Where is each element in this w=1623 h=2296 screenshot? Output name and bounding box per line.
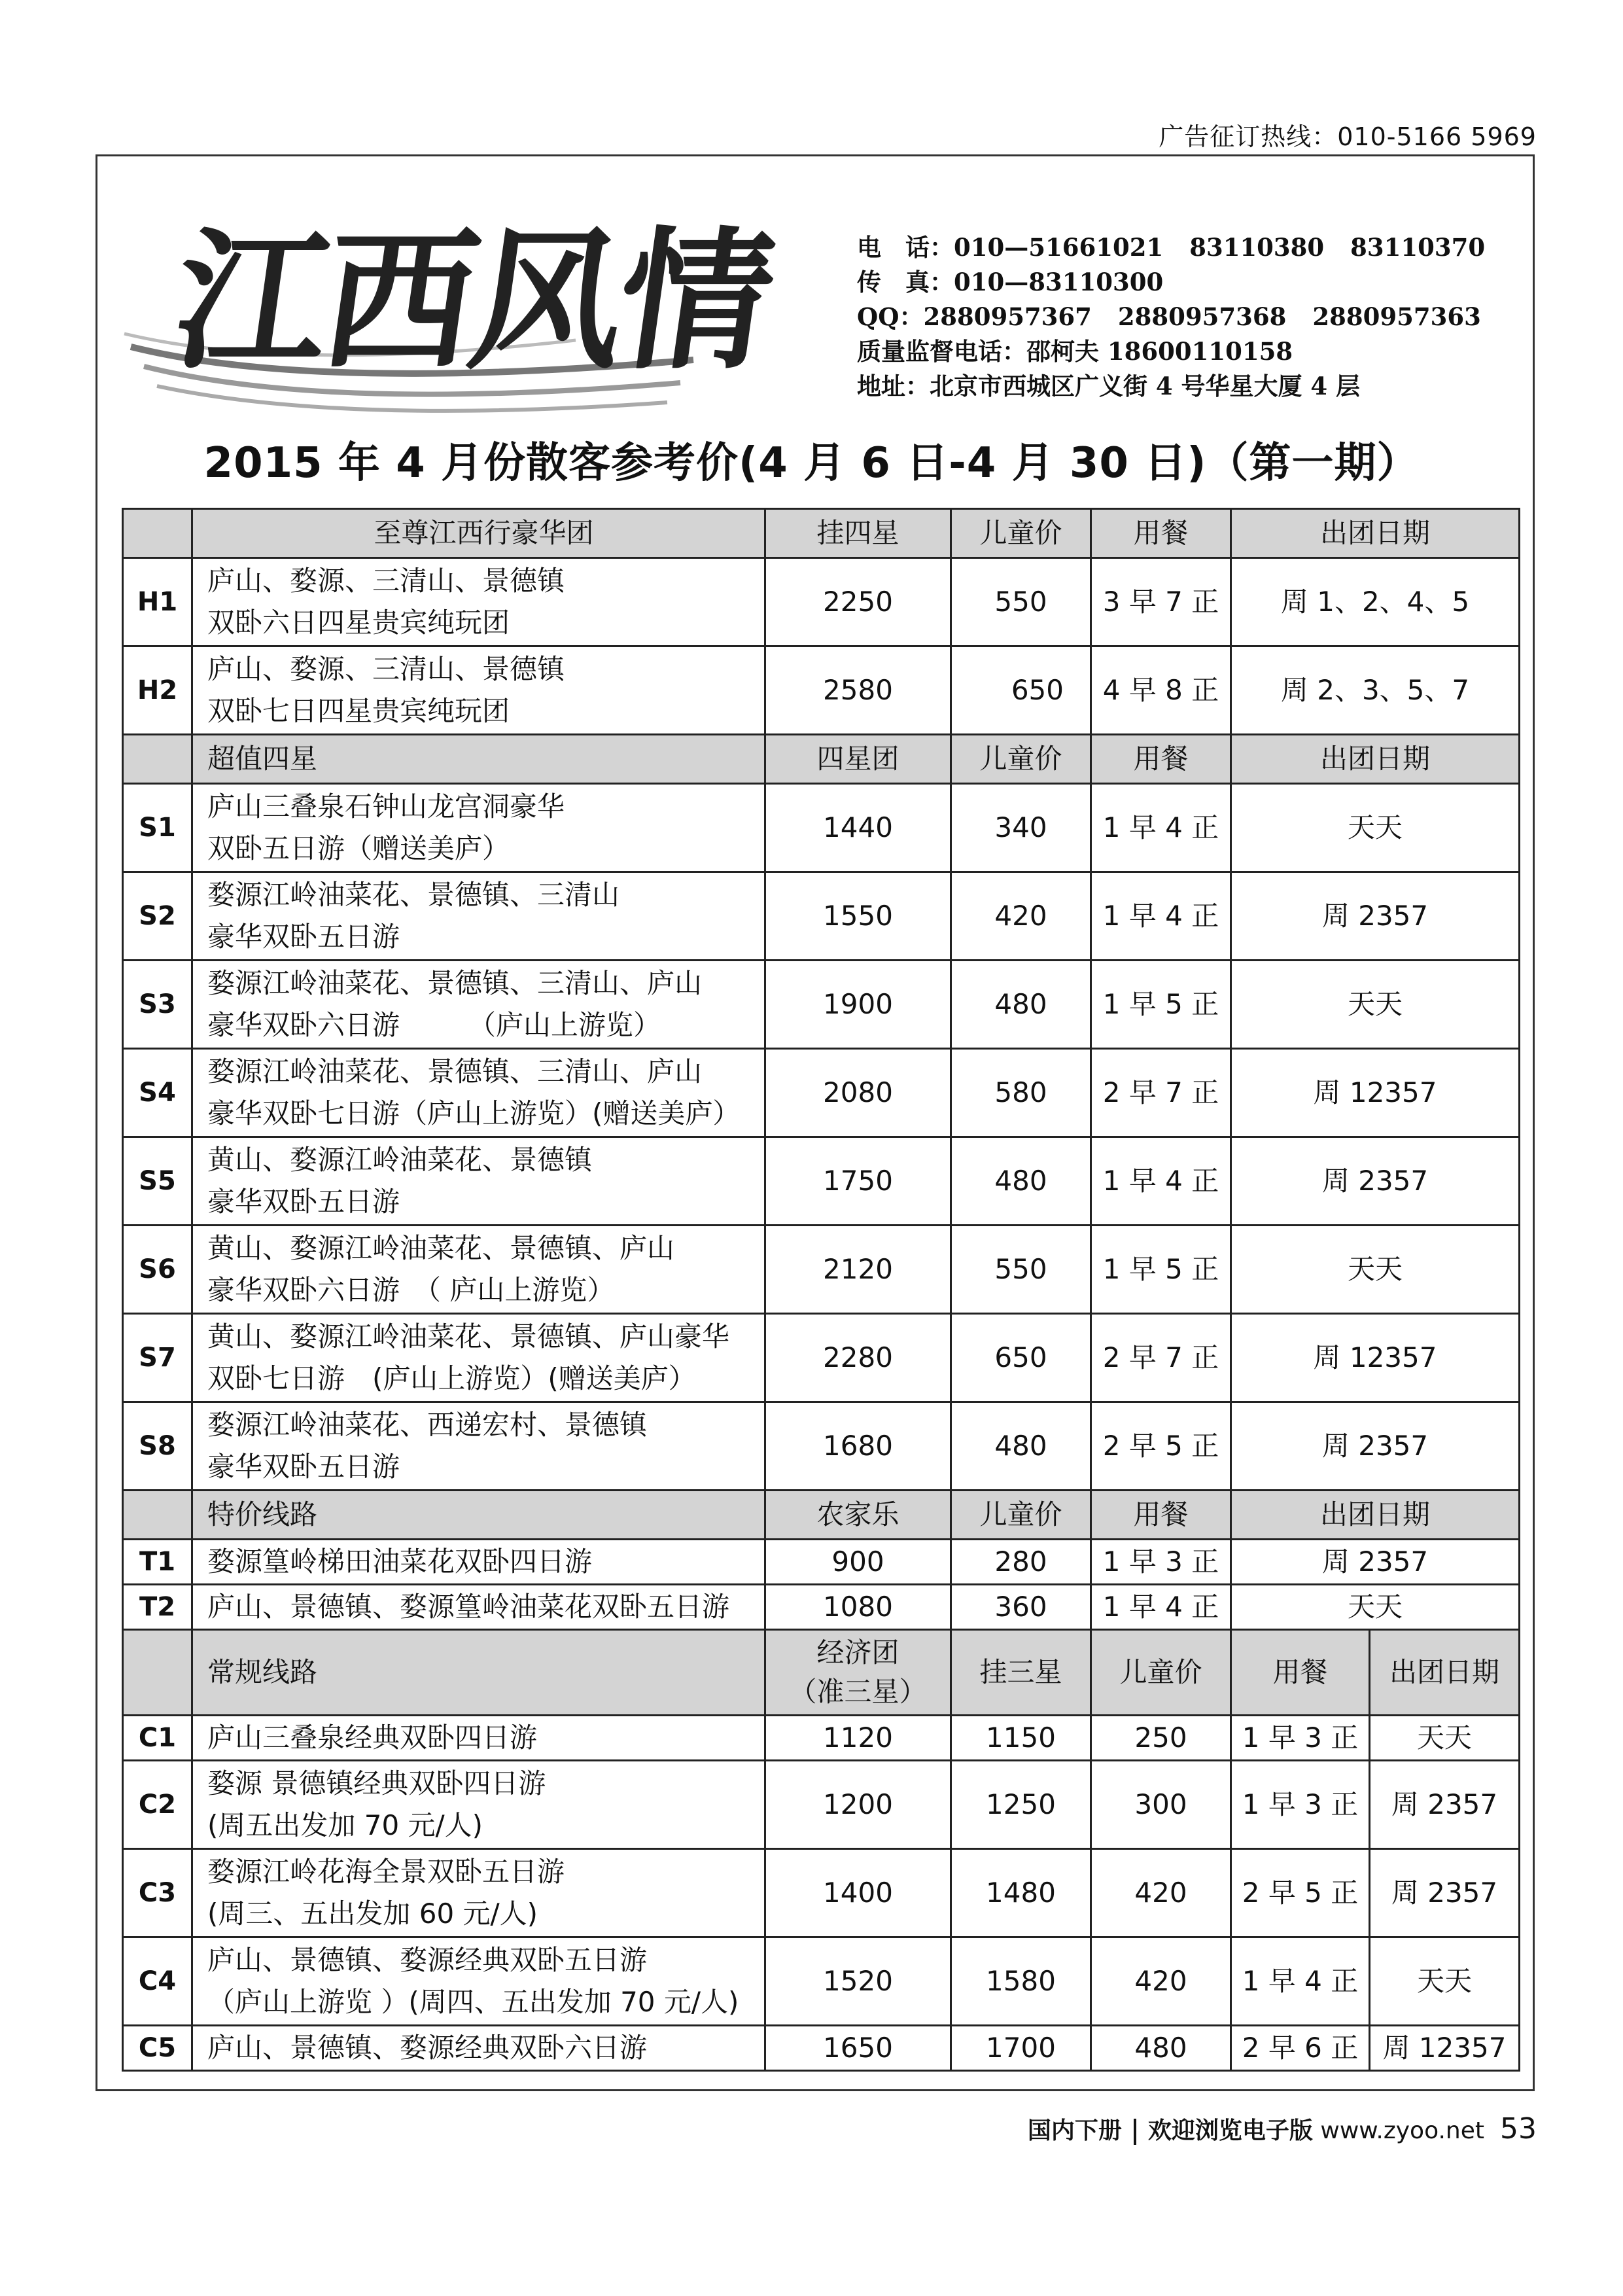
price: 900 bbox=[765, 1540, 951, 1585]
table-row bbox=[123, 961, 1520, 1049]
departure-dates: 周 2357 bbox=[1370, 1761, 1520, 1849]
meals: 1 早 4 正 bbox=[1231, 1937, 1370, 2026]
price: 2120 bbox=[765, 1226, 951, 1314]
page-title: 2015 年 4 月份散客参考价(4 月 6 日-4 月 30 日)（第一期） bbox=[203, 439, 1420, 487]
child-price: 480 bbox=[951, 961, 1091, 1049]
table-row bbox=[123, 1314, 1520, 1402]
meals: 1 早 3 正 bbox=[1231, 1761, 1370, 1849]
meals: 1 早 5 正 bbox=[1091, 1226, 1231, 1314]
child-price: 480 bbox=[951, 1137, 1091, 1226]
child-price: 280 bbox=[951, 1540, 1091, 1585]
child-price: 300 bbox=[1091, 1761, 1231, 1849]
header-meals: 用餐 bbox=[1091, 1491, 1231, 1540]
price: 2250 bbox=[765, 558, 951, 646]
three-star-price: 1580 bbox=[951, 1937, 1091, 2026]
table-row bbox=[123, 558, 1520, 646]
contact-block bbox=[857, 230, 1485, 404]
child-price: 480 bbox=[1091, 2026, 1231, 2071]
header-meals: 用餐 bbox=[1231, 1630, 1370, 1716]
price: 2280 bbox=[765, 1314, 951, 1402]
meals: 1 早 4 正 bbox=[1091, 1137, 1231, 1226]
route-code: S5 bbox=[123, 1137, 192, 1226]
contact-qq-row bbox=[857, 300, 1485, 334]
child-price: 550 bbox=[951, 558, 1091, 646]
header-dates: 出团日期 bbox=[1231, 735, 1520, 784]
meals: 1 早 4 正 bbox=[1091, 872, 1231, 961]
meals: 2 早 7 正 bbox=[1091, 1314, 1231, 1402]
route-line-1: 婺源江岭油菜花、景德镇、三清山 bbox=[207, 879, 620, 911]
footer-welcome: 欢迎浏览电子版 bbox=[1147, 2117, 1313, 2144]
route-line-1: 婺源江岭油菜花、西递宏村、景德镇 bbox=[207, 1409, 648, 1441]
route-code: S1 bbox=[123, 784, 192, 872]
departure-dates: 天天 bbox=[1370, 1716, 1520, 1761]
route-code: S3 bbox=[123, 961, 192, 1049]
meals: 1 早 4 正 bbox=[1091, 1585, 1231, 1630]
route-line-2: (周五出发加 70 元/人) bbox=[207, 1809, 483, 1841]
route-line-1: 黄山、婺源江岭油菜花、景德镇 bbox=[207, 1144, 593, 1176]
footer-section: 国内下册 bbox=[1027, 2117, 1122, 2144]
economy-price: 1520 bbox=[765, 1937, 951, 2026]
child-price: 420 bbox=[951, 872, 1091, 961]
header-meals: 用餐 bbox=[1091, 735, 1231, 784]
phone-1: 010—51661021 bbox=[954, 233, 1164, 262]
header-route: 至尊江西行豪华团 bbox=[192, 509, 765, 558]
departure-dates: 周 12357 bbox=[1231, 1049, 1520, 1137]
route-code: C5 bbox=[123, 2026, 192, 2071]
departure-dates: 周 2357 bbox=[1231, 1402, 1520, 1491]
route-line-2: 双卧六日四星贵宾纯玩团 bbox=[207, 607, 510, 639]
header-route: 超值四星 bbox=[192, 735, 765, 784]
meals: 2 早 6 正 bbox=[1231, 2026, 1370, 2071]
quality-contact: 邵柯夫 18600110158 bbox=[1026, 337, 1293, 366]
departure-dates: 天天 bbox=[1231, 961, 1520, 1049]
qq-label: QQ： bbox=[857, 302, 924, 331]
price: 1900 bbox=[765, 961, 951, 1049]
phone-2: 83110380 bbox=[1189, 233, 1325, 262]
route-code: C2 bbox=[123, 1761, 192, 1849]
header-child: 儿童价 bbox=[951, 1491, 1091, 1540]
three-star-price: 1250 bbox=[951, 1761, 1091, 1849]
route-line-1: 婺源 景德镇经典双卧四日游 bbox=[207, 1767, 546, 1799]
address: 北京市西城区广义街 4 号华星大厦 4 层 bbox=[930, 372, 1361, 400]
header-dates: 出团日期 bbox=[1231, 509, 1520, 558]
meals: 3 早 7 正 bbox=[1091, 558, 1231, 646]
child-price: 580 bbox=[951, 1049, 1091, 1137]
route-name bbox=[192, 1226, 765, 1314]
child-price: 480 bbox=[951, 1402, 1091, 1491]
three-star-price: 1700 bbox=[951, 2026, 1091, 2071]
route-line-2: 豪华双卧七日游（庐山上游览）(赠送美庐） bbox=[207, 1097, 741, 1129]
route-line-1: 黄山、婺源江岭油菜花、景德镇、庐山豪华 bbox=[207, 1320, 730, 1352]
route-code: S8 bbox=[123, 1402, 192, 1491]
header-economy bbox=[765, 1630, 951, 1716]
table-row bbox=[123, 1540, 1520, 1585]
meals: 2 早 5 正 bbox=[1091, 1402, 1231, 1491]
header-economy-line-1: 经济团 bbox=[816, 1636, 899, 1669]
section-header-regular bbox=[123, 1630, 1520, 1716]
table-row bbox=[123, 1849, 1520, 1937]
table-row bbox=[123, 1937, 1520, 2026]
route-name: 庐山三叠泉经典双卧四日游 bbox=[192, 1716, 765, 1761]
departure-dates: 周 1、2、4、5 bbox=[1231, 558, 1520, 646]
route-line-2: 豪华双卧六日游 （ 庐山上游览） bbox=[207, 1274, 615, 1306]
economy-price: 1400 bbox=[765, 1849, 951, 1937]
fax-number: 010—83110300 bbox=[954, 268, 1164, 296]
header-meals: 用餐 bbox=[1091, 509, 1231, 558]
route-name: 庐山、景德镇、婺源篁岭油菜花双卧五日游 bbox=[192, 1585, 765, 1630]
route-line-1: 婺源江岭花海全景双卧五日游 bbox=[207, 1856, 565, 1888]
route-code: C4 bbox=[123, 1937, 192, 2026]
qq-2: 2880957368 bbox=[1117, 302, 1287, 331]
three-star-price: 1150 bbox=[951, 1716, 1091, 1761]
section-header-luxury bbox=[123, 509, 1520, 558]
address-label: 地址： bbox=[857, 372, 930, 400]
child-price: 650 bbox=[951, 646, 1091, 735]
route-line-2: 双卧七日四星贵宾纯玩团 bbox=[207, 695, 510, 727]
phone-label: 电 话： bbox=[857, 233, 954, 262]
table-row bbox=[123, 1761, 1520, 1849]
route-code: C3 bbox=[123, 1849, 192, 1937]
route-line-2: 豪华双卧六日游 （庐山上游览） bbox=[207, 1009, 661, 1041]
route-code: C1 bbox=[123, 1716, 192, 1761]
child-price: 360 bbox=[951, 1585, 1091, 1630]
route-line-2: （庐山上游览 ）(周四、五出发加 70 元/人) bbox=[207, 1986, 739, 2018]
table-row bbox=[123, 1402, 1520, 1491]
header-code-cell bbox=[123, 509, 192, 558]
route-name bbox=[192, 1049, 765, 1137]
section-header-special bbox=[123, 1491, 1520, 1540]
page-number: 53 bbox=[1500, 2112, 1537, 2146]
header-dates: 出团日期 bbox=[1231, 1491, 1520, 1540]
route-name bbox=[192, 961, 765, 1049]
route-line-2: (周三、五出发加 60 元/人) bbox=[207, 1898, 538, 1930]
header-price: 四星团 bbox=[765, 735, 951, 784]
child-price: 420 bbox=[1091, 1849, 1231, 1937]
route-line-1: 黄山、婺源江岭油菜花、景德镇、庐山 bbox=[207, 1232, 675, 1264]
departure-dates: 周 2357 bbox=[1231, 1540, 1520, 1585]
departure-dates: 周 2357 bbox=[1370, 1849, 1520, 1937]
route-name bbox=[192, 1849, 765, 1937]
qq-3: 2880957363 bbox=[1312, 302, 1481, 331]
departure-dates: 天天 bbox=[1231, 1226, 1520, 1314]
table-row bbox=[123, 784, 1520, 872]
route-name bbox=[192, 1937, 765, 2026]
table-row bbox=[123, 1585, 1520, 1630]
economy-price: 1650 bbox=[765, 2026, 951, 2071]
logo-text: 江西风情 bbox=[164, 211, 781, 390]
header-child: 儿童价 bbox=[1091, 1630, 1231, 1716]
departure-dates: 周 2357 bbox=[1231, 1137, 1520, 1226]
table-row bbox=[123, 1226, 1520, 1314]
route-code: S6 bbox=[123, 1226, 192, 1314]
child-price: 650 bbox=[951, 1314, 1091, 1402]
header-code-cell bbox=[123, 735, 192, 784]
header-three-star: 挂三星 bbox=[951, 1630, 1091, 1716]
route-name bbox=[192, 646, 765, 735]
header-price: 农家乐 bbox=[765, 1491, 951, 1540]
meals: 1 早 3 正 bbox=[1231, 1716, 1370, 1761]
contact-quality-row bbox=[857, 334, 1485, 369]
table-row bbox=[123, 2026, 1520, 2071]
departure-dates: 周 2357 bbox=[1231, 872, 1520, 961]
table-row bbox=[123, 1716, 1520, 1761]
qq-1: 2880957367 bbox=[923, 302, 1092, 331]
footer-separator bbox=[1134, 2119, 1136, 2145]
contact-address-row bbox=[857, 369, 1485, 404]
economy-price: 1120 bbox=[765, 1716, 951, 1761]
header-dates: 出团日期 bbox=[1370, 1630, 1520, 1716]
header-child: 儿童价 bbox=[951, 509, 1091, 558]
route-code: T1 bbox=[123, 1540, 192, 1585]
table-row bbox=[123, 1137, 1520, 1226]
route-code: H2 bbox=[123, 646, 192, 735]
header-route: 常规线路 bbox=[192, 1630, 765, 1716]
route-line-1: 庐山、婺源、三清山、景德镇 bbox=[207, 653, 565, 685]
route-line-2: 豪华双卧五日游 bbox=[207, 1451, 400, 1483]
meals: 1 早 4 正 bbox=[1091, 784, 1231, 872]
price: 2080 bbox=[765, 1049, 951, 1137]
route-line-1: 庐山、景德镇、婺源经典双卧五日游 bbox=[207, 1944, 648, 1976]
meals: 1 早 5 正 bbox=[1091, 961, 1231, 1049]
route-name bbox=[192, 872, 765, 961]
route-line-2: 双卧七日游 (庐山上游览）(赠送美庐） bbox=[207, 1362, 696, 1394]
route-line-2: 双卧五日游（赠送美庐） bbox=[207, 832, 510, 864]
route-code: S4 bbox=[123, 1049, 192, 1137]
header-price: 挂四星 bbox=[765, 509, 951, 558]
three-star-price: 1480 bbox=[951, 1849, 1091, 1937]
price: 1680 bbox=[765, 1402, 951, 1491]
contact-phone-row bbox=[857, 230, 1485, 265]
section-header-value bbox=[123, 735, 1520, 784]
route-line-1: 庐山、婺源、三清山、景德镇 bbox=[207, 565, 565, 597]
route-name bbox=[192, 558, 765, 646]
route-code: T2 bbox=[123, 1585, 192, 1630]
table-row bbox=[123, 1049, 1520, 1137]
ad-hotline: 广告征订热线：010-5166 5969 bbox=[1159, 122, 1537, 151]
route-code: S2 bbox=[123, 872, 192, 961]
header-route: 特价线路 bbox=[192, 1491, 765, 1540]
logo bbox=[164, 196, 781, 419]
meals: 4 早 8 正 bbox=[1091, 646, 1231, 735]
header-code-cell bbox=[123, 1630, 192, 1716]
header-economy-line-2: （准三星） bbox=[789, 1676, 927, 1708]
page-footer bbox=[1028, 2112, 1537, 2146]
meals: 2 早 7 正 bbox=[1091, 1049, 1231, 1137]
route-code: H1 bbox=[123, 558, 192, 646]
price: 2580 bbox=[765, 646, 951, 735]
route-name: 庐山、景德镇、婺源经典双卧六日游 bbox=[192, 2026, 765, 2071]
route-name bbox=[192, 1402, 765, 1491]
child-price: 420 bbox=[1091, 1937, 1231, 2026]
departure-dates: 周 2、3、5、7 bbox=[1231, 646, 1520, 735]
quality-label: 质量监督电话： bbox=[857, 337, 1026, 366]
meals: 1 早 3 正 bbox=[1091, 1540, 1231, 1585]
route-line-2: 豪华双卧五日游 bbox=[207, 921, 400, 953]
route-name bbox=[192, 1137, 765, 1226]
departure-dates: 天天 bbox=[1231, 1585, 1520, 1630]
route-code: S7 bbox=[123, 1314, 192, 1402]
price-table bbox=[122, 508, 1520, 2072]
contact-fax-row bbox=[857, 265, 1485, 300]
meals: 2 早 5 正 bbox=[1231, 1849, 1370, 1937]
price: 1440 bbox=[765, 784, 951, 872]
economy-price: 1200 bbox=[765, 1761, 951, 1849]
header-child: 儿童价 bbox=[951, 735, 1091, 784]
header-code-cell bbox=[123, 1491, 192, 1540]
table-row bbox=[123, 646, 1520, 735]
child-price: 250 bbox=[1091, 1716, 1231, 1761]
table-row bbox=[123, 872, 1520, 961]
price: 1750 bbox=[765, 1137, 951, 1226]
route-name bbox=[192, 1761, 765, 1849]
phone-3: 83110370 bbox=[1350, 233, 1486, 262]
route-line-1: 婺源江岭油菜花、景德镇、三清山、庐山 bbox=[207, 1055, 703, 1087]
child-price: 550 bbox=[951, 1226, 1091, 1314]
price: 1080 bbox=[765, 1585, 951, 1630]
departure-dates: 周 12357 bbox=[1231, 1314, 1520, 1402]
route-name: 婺源篁岭梯田油菜花双卧四日游 bbox=[192, 1540, 765, 1585]
route-line-1: 庐山三叠泉石钟山龙宫洞豪华 bbox=[207, 790, 565, 822]
departure-dates: 周 12357 bbox=[1370, 2026, 1520, 2071]
departure-dates: 天天 bbox=[1370, 1937, 1520, 2026]
price: 1550 bbox=[765, 872, 951, 961]
route-name bbox=[192, 1314, 765, 1402]
footer-url-link[interactable]: www.zyoo.net bbox=[1320, 2117, 1484, 2144]
route-line-1: 婺源江岭油菜花、景德镇、三清山、庐山 bbox=[207, 967, 703, 999]
route-name bbox=[192, 784, 765, 872]
departure-dates: 天天 bbox=[1231, 784, 1520, 872]
route-line-2: 豪华双卧五日游 bbox=[207, 1186, 400, 1218]
fax-label: 传 真： bbox=[857, 268, 954, 296]
child-price: 340 bbox=[951, 784, 1091, 872]
